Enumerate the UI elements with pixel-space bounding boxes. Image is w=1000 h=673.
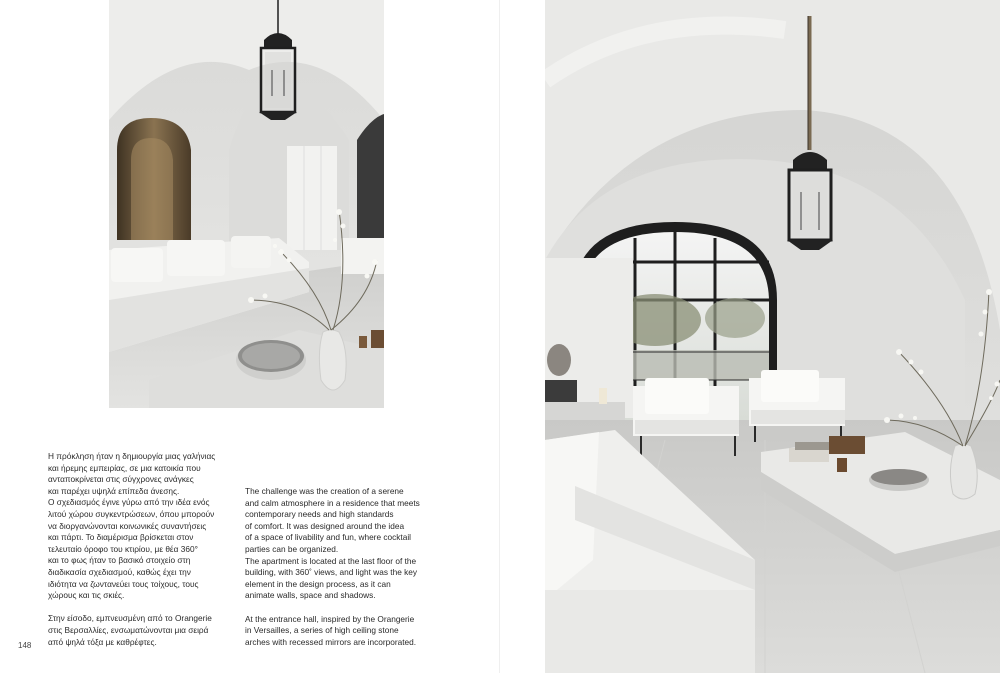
- greek-paragraph-2: Στην είσοδο, εμπνευσμένη από το Orangerie στις Βερσαλλίες, ενσωματώνονται μια σειρά από ψηλά τόξα με καθρέφτες.: [48, 613, 212, 647]
- greek-paragraph-1: Η πρόκληση ήταν η δημιουργία μιας γαλήνιας και ήρεμης εμπειρίας, σε μια κατοικία που ανταποκρίνεται στις σύγχρονες ανάγκες και παρέχει υψηλά επίπεδα άνεσης. Ο σχεδιασμός έγινε γύρω από την ιδέα ενός λιτού χώρου συγκεντρώσεων, όπου μπορούν να διοργανώνονται κοινωνικές συναντήσεις και πάρτι. Το διαμέρισμα βρίσκεται στον τελευταίο όροφο του κτιρίου, με θέα 360° και το φως ήταν το βασικό στοιχείο στη διαδικασία σχεδιασμού, καθώς έχει την ιδιότητα να ζωντανεύει τους τοίχους, τους χώρους και τις σκιές.: [48, 451, 216, 601]
- english-paragraph-1: The challenge was the creation of a serene and calm atmosphere in a residence that meets contemporary needs and high standards of comfort. It was designed around the idea of a space of livability and fun, where cocktail parties can be organized. The apartment is located at the last floor of the building, with 360˚ views, and light was the key element in the design process, as it can animate walls, space and shadows.: [245, 486, 420, 601]
- page-number: 148: [18, 641, 32, 650]
- english-paragraph-2: At the entrance hall, inspired by the Orangerie in Versailles, a series of high ceiling stone arches with recessed mirrors are incorporated.: [245, 613, 417, 647]
- right-page: [500, 0, 1000, 673]
- living-room-illustration-right: [545, 0, 1000, 673]
- living-room-illustration-left: [109, 0, 384, 408]
- english-text-column: [245, 486, 445, 660]
- greek-text-column: [48, 451, 248, 660]
- living-room-photo-right: [545, 0, 1000, 673]
- living-room-photo-left: [109, 0, 384, 408]
